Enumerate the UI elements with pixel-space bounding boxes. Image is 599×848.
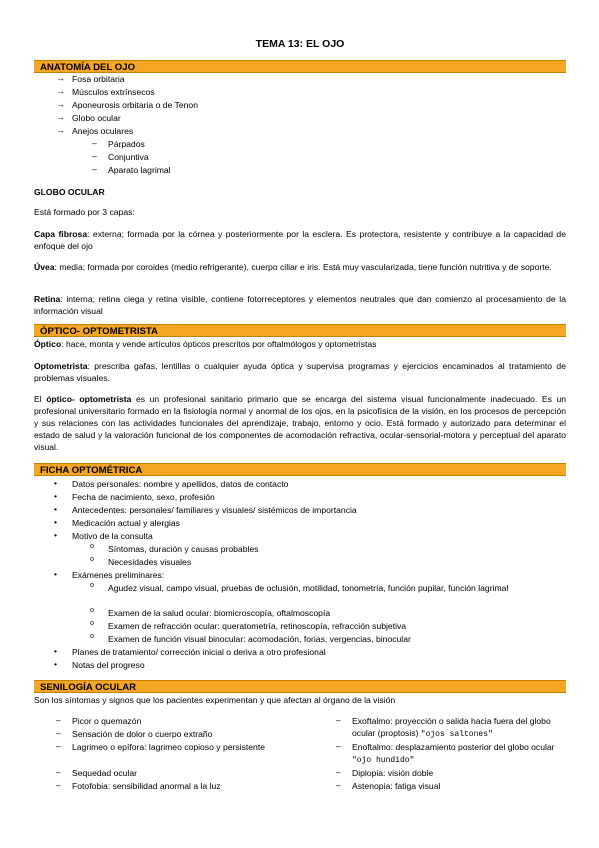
dash-marker: – <box>56 741 61 751</box>
list-item <box>352 715 566 741</box>
bullet-marker: • <box>54 530 58 540</box>
list-item: Músculos extrínsecos <box>72 87 155 97</box>
section-header-ficha: FICHA OPTOMÉTRICA <box>34 463 566 476</box>
sub-bullet-marker: o <box>90 633 94 640</box>
paragraph-optometrista <box>34 360 566 384</box>
list-item <box>352 741 566 767</box>
list-item: Astenopia: fatiga visual <box>352 781 441 791</box>
dash-marker: – <box>92 164 97 174</box>
optico-optometrista-text: es un profesional sanitario primario que se encarga del sistema visual funcionalmente inadecuado. Es un profesional universitario formado en la fisiología normal y anormal de los ojos, en la psicofísica de la visión, en los procesos de percepción y sus relaciones con las actividades funcionales del aprendizaje, trabajo, entorno y ocio. Está formado y autorizado para determinar el estado de salud y la valoración funcional de los componentes de acomodación refractiva, ocular-sensorial-motora y perceptual del aparato visual. <box>34 394 566 452</box>
list-item: Fotofobia: sensibilidad anormal a la luz <box>72 781 221 791</box>
list-item: Picor o quemazón <box>72 716 142 726</box>
dash-marker: – <box>92 138 97 148</box>
bullet-marker: • <box>54 517 58 527</box>
sub-list-item: Examen de función visual binocular: acomodación, forias, vergencias, binocular <box>108 634 411 644</box>
sub-list-item: Conjuntiva <box>108 152 149 162</box>
dash-marker: – <box>336 767 341 777</box>
senilogia-intro: Son los síntomas y signos que los pacientes experimentan y que afectan al órgano de la visión <box>34 695 396 705</box>
sub-bullet-marker: o <box>90 620 94 627</box>
arrow-icon: → <box>56 86 65 96</box>
retina-text: : interna; retina ciega y retina visible, contiene fotorreceptores y elementos neutrales que dan comienzo al procesamiento de la información visual <box>34 294 566 316</box>
arrow-icon: → <box>56 112 65 122</box>
arrow-icon: → <box>56 73 65 83</box>
enoftalmo-quote: "ojo hundido" <box>352 756 415 765</box>
term-retina: Retina <box>34 294 61 304</box>
list-item: Diplopia: visión doble <box>352 768 434 778</box>
globo-intro: Está formado por 3 capas: <box>34 207 135 217</box>
sub-list-item: Síntomas, duración y causas probables <box>108 544 259 554</box>
arrow-icon: → <box>56 125 65 135</box>
section-header-optico: ÓPTICO- OPTOMETRISTA <box>34 324 566 337</box>
paragraph-capa-fibrosa <box>34 228 566 252</box>
list-item: Datos personales: nombre y apellidos, datos de contacto <box>72 479 289 489</box>
exoftalmo-text: Exoftalmo: proyección o salida hacia fuera del globo ocular (proptosis) <box>352 716 551 738</box>
arrow-icon: → <box>56 99 65 109</box>
dash-marker: – <box>92 151 97 161</box>
list-item: Sequedad ocular <box>72 768 137 778</box>
list-item: Lagrimeo o epífora: lagrimeo copioso y persistente <box>72 742 265 752</box>
sub-list-item: Agudez visual, campo visual, pruebas de oclusión, motilidad, tonometría, función pupilar, función lagrimal <box>108 583 509 593</box>
optico-text: : hace, monta y vende artículos ópticos prescritos por oftalmólogos y optometristas <box>61 339 377 349</box>
term-optico: Óptico <box>34 339 62 349</box>
term-uvea: Úvea <box>34 262 55 272</box>
sub-bullet-marker: o <box>90 543 94 550</box>
optico-optometrista-pre: El <box>34 394 47 404</box>
dash-marker: – <box>336 715 341 725</box>
sub-list-item: Examen de refracción ocular: queratometría, retinoscopía, refracción subjetiva <box>108 621 407 631</box>
list-item: Aponeurosis orbitaria o de Tenon <box>72 100 198 110</box>
dash-marker: – <box>336 780 341 790</box>
list-item: Anejos oculares <box>72 126 134 136</box>
list-item: Notas del progreso <box>72 660 145 670</box>
list-item: Globo ocular <box>72 113 121 123</box>
paragraph-retina <box>34 293 566 317</box>
section-header-anatomia: ANATOMÍA DEL OJO <box>34 60 566 73</box>
bullet-marker: • <box>54 646 58 656</box>
paragraph-optico-optometrista <box>34 393 566 453</box>
list-item: Antecedentes: personales/ familiares y visuales/ sistémicos de importancia <box>72 505 357 515</box>
dash-marker: – <box>56 728 61 738</box>
paragraph-uvea <box>34 261 566 273</box>
bullet-marker: • <box>54 569 58 579</box>
enoftalmo-text: Enoftalmo: desplazamiento posterior del globo ocular <box>352 742 555 752</box>
sub-list-item: Párpados <box>108 139 145 149</box>
exoftalmo-quote: "ojos saltones" <box>420 730 493 739</box>
subheading-globo-ocular: GLOBO OCULAR <box>34 187 105 197</box>
term-optometrista: Optometrista <box>34 361 88 371</box>
bullet-marker: • <box>54 478 58 488</box>
term-capa-fibrosa: Capa fibrosa <box>34 229 88 239</box>
uvea-text: : media; formada por coroides (medio refrigerante), cuerpo ciliar e iris. Está muy vascularizada, tiene función nutritiva y de soporte. <box>54 262 552 272</box>
dash-marker: – <box>336 741 341 751</box>
bullet-marker: • <box>54 504 58 514</box>
dash-marker: – <box>56 715 61 725</box>
sub-bullet-marker: o <box>90 556 94 563</box>
list-item: Fosa orbitaria <box>72 74 125 84</box>
term-optico-optometrista: óptico- optometrista <box>46 394 132 404</box>
paragraph-optico <box>34 338 566 350</box>
dash-marker: – <box>56 780 61 790</box>
sub-list-item: Examen de la salud ocular: biomicroscopía, oftalmoscopía <box>108 608 331 618</box>
capa-fibrosa-text: : externa; formada por la córnea y posteriormente por la esclera. Es protectora, resistente y contribuye a la capacidad de enfoque del ojo <box>34 229 566 251</box>
sub-list-item: Aparato lagrimal <box>108 165 171 175</box>
section-header-senilogia: SENILOGÍA OCULAR <box>34 680 566 693</box>
sub-bullet-marker: o <box>90 582 94 589</box>
optometrista-text: : prescriba gafas, lentillas o cualquier ayuda óptica y supervisa programas y ejercicios encaminados al tratamiento de problemas visuales. <box>34 361 566 383</box>
sub-bullet-marker: o <box>90 607 94 614</box>
list-item: Exámenes preliminares: <box>72 570 165 580</box>
list-item: Motivo de la consulta <box>72 531 153 541</box>
list-item: Sensación de dolor o cuerpo extraño <box>72 729 213 739</box>
list-item: Fecha de nacimiento, sexo, profesión <box>72 492 215 502</box>
bullet-marker: • <box>54 491 58 501</box>
sub-list-item: Necesidades visuales <box>108 557 192 567</box>
list-item: Planes de tratamiento/ corrección inicial o deriva a otro profesional <box>72 647 326 657</box>
bullet-marker: • <box>54 659 58 669</box>
page-title: TEMA 13: EL OJO <box>255 38 345 50</box>
dash-marker: – <box>56 767 61 777</box>
list-item: Medicación actual y alergias <box>72 518 180 528</box>
